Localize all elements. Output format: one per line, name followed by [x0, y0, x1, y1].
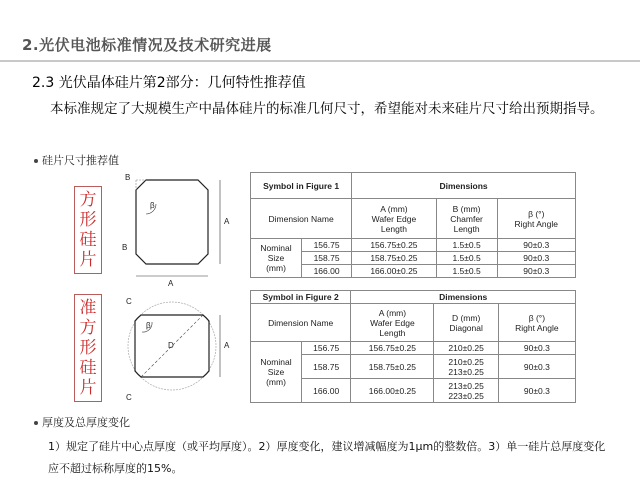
edge-a-side-fig2: A [224, 341, 230, 350]
table2-row-label: Nominal Size (mm) [251, 342, 302, 403]
intro-paragraph: 本标准规定了大规模生产中晶体硅片的标准几何尺寸，希望能对未来硅片尺寸给出预期指导。 [50, 101, 604, 117]
table2-dimensions-header: Dimensions [351, 291, 576, 304]
label-char: 形 [79, 210, 97, 230]
edge-a-side: A [224, 217, 230, 226]
slide-title: 2.光伏电池标准情况及技术研究进展 [22, 36, 272, 54]
chamfer-b-top: B [125, 173, 131, 182]
table1-cell: 158.75 [302, 252, 352, 265]
table1-cell: 158.75±0.25 [352, 252, 437, 265]
square-wafer-table [250, 172, 576, 278]
table1-col-a: A (mm) Wafer Edge Length [352, 199, 437, 239]
table2-symbol-header: Symbol in Figure 2 [251, 291, 351, 304]
beta-symbol-fig1: β [150, 201, 155, 210]
table2-cell: 156.75 [302, 342, 351, 355]
table2-cell: 90±0.3 [498, 379, 575, 403]
table1-cell: 166.00±0.25 [352, 265, 437, 278]
table2-dimension-name: Dimension Name [251, 304, 351, 342]
label-char: 形 [79, 338, 97, 358]
table2-cell: 90±0.3 [498, 355, 575, 379]
table1-cell: 166.00 [302, 265, 352, 278]
table1-row-label: Nominal Size (mm) [251, 239, 302, 278]
table2-col-beta: β (°) Right Angle [498, 304, 575, 342]
diagonal-d-symbol: D [168, 341, 174, 350]
table2-cell: 166.00±0.25 [351, 379, 434, 403]
section-subtitle: 2.3 光伏晶体硅片第2部分：几何特性推荐值 [32, 75, 306, 91]
table2-cell: 210±0.25 213±0.25 [434, 355, 498, 379]
table1-col-beta: β (°) Right Angle [497, 199, 575, 239]
table2-cell: 158.75 [302, 355, 351, 379]
label-char: 硅 [79, 230, 97, 250]
square-wafer-outline [136, 180, 208, 264]
table1-cell: 90±0.3 [497, 239, 575, 252]
pseudo-square-wafer-diagram [108, 288, 243, 408]
label-char: 片 [79, 378, 97, 398]
bullet-size [34, 152, 119, 168]
table1-symbol-header: Symbol in Figure 1 [251, 173, 352, 199]
table1-dimensions-header: Dimensions [352, 173, 576, 199]
bullet-thickness [34, 414, 130, 430]
corner-c-top: C [126, 297, 132, 306]
table2-cell: 158.75±0.25 [351, 355, 434, 379]
label-char: 方 [79, 318, 97, 338]
pseudo-square-wafer-label [74, 294, 102, 402]
table1-cell: 156.75±0.25 [352, 239, 437, 252]
table2-cell: 156.75±0.25 [351, 342, 434, 355]
table2-cell: 210±0.25 [434, 342, 498, 355]
table1-cell: 1.5±0.5 [436, 252, 497, 265]
thickness-description: 1）规定了硅片中心点厚度（或平均厚度）。2）厚度变化，建议增减幅度为1μm的整数倍。3）单一硅片总厚度变化应不超过标称厚度的15%。 [48, 440, 606, 475]
bullet-dot-icon [34, 159, 38, 163]
table1-cell: 1.5±0.5 [436, 265, 497, 278]
corner-c-bottom: C [126, 393, 132, 402]
table1-dimension-name: Dimension Name [251, 199, 352, 239]
label-char: 硅 [79, 358, 97, 378]
bullet-size-text: 硅片尺寸推荐值 [42, 154, 119, 167]
label-char: 方 [79, 190, 97, 210]
label-char: 片 [79, 250, 97, 270]
table2-cell: 166.00 [302, 379, 351, 403]
square-wafer-diagram [108, 160, 243, 295]
table2-col-a: A (mm) Wafer Edge Length [351, 304, 434, 342]
table1-cell: 156.75 [302, 239, 352, 252]
table1-cell: 90±0.3 [497, 265, 575, 278]
table1-cell: 90±0.3 [497, 252, 575, 265]
table1-col-b: B (mm) Chamfer Length [436, 199, 497, 239]
label-char: 准 [79, 298, 97, 318]
beta-symbol-fig2: β [146, 321, 151, 330]
bullet-dot-icon [34, 421, 38, 425]
title-divider [0, 60, 640, 62]
table2-cell: 90±0.3 [498, 342, 575, 355]
table2-col-d: D (mm) Diagonal [434, 304, 498, 342]
table1-cell: 1.5±0.5 [436, 239, 497, 252]
bullet-thickness-text: 厚度及总厚度变化 [42, 416, 130, 429]
table2-cell: 213±0.25 223±0.25 [434, 379, 498, 403]
chamfer-b-side: B [122, 243, 128, 252]
pseudo-square-wafer-table [250, 290, 576, 403]
edge-a-bottom: A [168, 279, 174, 288]
square-wafer-label [74, 186, 102, 274]
